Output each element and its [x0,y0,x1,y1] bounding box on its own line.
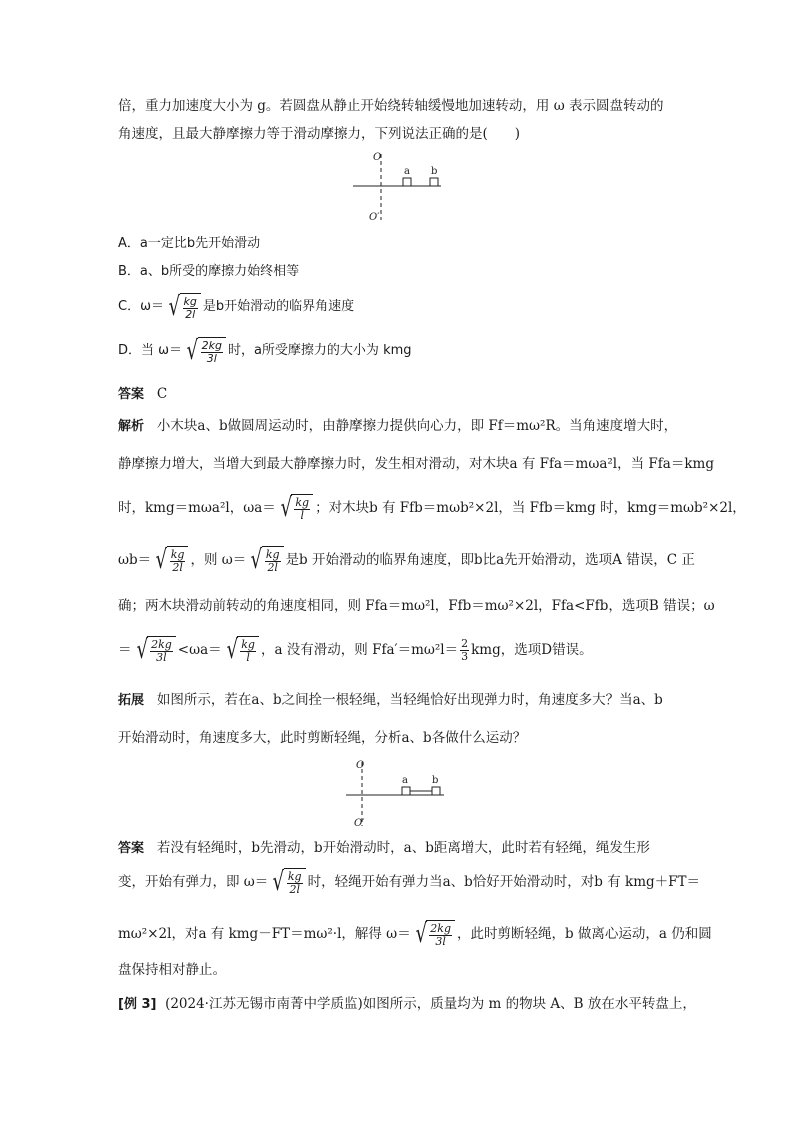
option-c [118,292,678,322]
analysis-sqrt-2: √ $\frac{kg}{2l}$ [153,546,188,574]
figure-2-label-b: b [432,775,439,786]
analysis-line-2: 静摩擦力增大，当增大到最大静摩擦力时，发生相对滑动，对木块a 有 Ffa＝mωa²l，当 Ffa＝kmg [118,456,714,472]
answer-line [118,384,678,405]
option-c-suffix: 是b开始滑动的临界角速度 [202,299,355,314]
extension-text-1: 如图所示，若在a、b之间拴一根轻绳，当轻绳恰好出现弹力时，角速度多大？当a、b [156,692,663,708]
answer-label: 答案 [118,387,145,402]
analysis-text-6b: <ωa＝ [177,642,222,658]
frac-den: 2l [185,307,196,321]
figure-1-label-o-prime: O′ [369,212,380,223]
analysis-text-6c: ，a 没有滑动，则 Ffa′＝mω²l＝ [260,642,459,658]
analysis-text-1: 小木块a、b做圆周运动时，由静摩擦力提供向心力，即 Ff＝mω²R。当角速度增大时， [156,418,678,434]
frac-num: kg [241,637,255,651]
analysis-sqrt-3: √ $\frac{kg}{2l}$ [248,546,283,574]
answer2-sqrt-2: √ $\frac{2kg}{3l}$ [413,920,455,948]
option-c-sqrt: √ $\frac{kg}{2l}$ [166,293,201,321]
frac-num: 2kg [151,637,172,651]
example-3-text: (2024·江苏无锡市南菁中学质监)如图所示，质量均为 m 的物块 A、B 放在水平转盘上， [165,996,696,1012]
option-d-sqrt: √ $\frac{2kg}{3l}$ [184,337,226,365]
analysis-line-3 [118,488,746,528]
frac-den: l [300,508,304,522]
figure-2-label-o-prime: O′ [354,818,365,829]
analysis-text-3b: ；对木块b 有 Ffb＝mωb²×2l，当 Ffb＝kmg 时，kmg＝mωb²×2l， [315,500,746,516]
answer2-text-3b: ，此时剪断轻绳，b 做离心运动，a 仍和圆 [457,926,712,942]
answer2-label: 答案 [118,841,145,856]
answer2-text-2a: 变，开始有弹力，即 ω＝ [118,874,269,890]
option-d [118,336,678,366]
analysis-text-4b: ，则 ω＝ [190,552,247,568]
question-intro-line-1: 倍，重力加速度大小为 g。若圆盘从静止开始绕转轴缓慢地加速转动，用 ω 表示圆盘转动的 [118,98,664,114]
frac-den: 3 [461,649,469,663]
frac-den: l [246,650,250,664]
figure-2-label-a: a [402,775,408,786]
frac-num: kg [265,547,280,561]
analysis-text-4c: 是b 开始滑动的临界角速度，即b比a先开始滑动，选项A 错误，C 正 [285,552,695,568]
frac-den: 3l [156,650,167,664]
frac-den: 3l [435,934,446,948]
frac-den: 3l [206,351,217,365]
figure-1-label-b: b [431,166,438,177]
answer-value: C [156,386,168,402]
option-b: B．a、b所受的摩擦力始终相等 [118,264,300,279]
frac-num: kg [183,294,197,308]
figure-1-label-a: a [404,166,410,177]
frac-num: kg [287,869,302,883]
answer2-sqrt-1: √ $\frac{kg}{2l}$ [270,868,305,896]
figure-2-turntable-with-rope [340,756,450,832]
analysis-line-1 [118,416,678,437]
analysis-text-6a: ＝ [118,642,132,658]
figure-1-turntable [345,148,455,228]
frac-den: 2l [172,560,183,574]
question-intro-line-2: 角速度，且最大静摩擦力等于滑动摩擦力，下列说法正确的是( ) [118,126,521,142]
frac-num: kg [170,547,185,561]
option-c-prefix: C．ω＝ [118,299,164,314]
answer2-line-3 [118,914,712,954]
example-3-line [118,994,696,1015]
figure-1-label-o: O [373,152,382,163]
extension-label: 拓展 [118,693,145,708]
frac-den: 2l [267,560,278,574]
answer2-text-2b: 时，轻绳开始有弹力当a、b恰好开始滑动时，对b 有 kmg＋FT＝ [307,874,701,890]
analysis-label: 解析 [118,419,145,434]
analysis-sqrt-4: √ $\frac{2kg}{3l}$ [134,636,176,664]
frac-num: 2kg [201,338,222,352]
option-d-prefix: D．当 ω＝ [118,343,183,358]
answer2-line-1 [118,838,678,859]
option-a: A．a一定比b先开始滑动 [118,236,261,251]
analysis-text-3a: 时，kmg＝mωa²l，ωa＝ [118,500,276,516]
analysis-line-6 [118,630,678,670]
figure-2-label-o: O [356,760,365,771]
analysis-line-5: 确；两木块滑动前转动的角速度相同，则 Ffa＝mω²l，Ffb＝mω²×2l，Ffa<Ffb，选项B 错误；ω [118,598,715,614]
analysis-sqrt-1: √ $\frac{kg}{l}$ [278,494,313,522]
frac-num: 2 [461,636,469,650]
extension-line-1 [118,690,678,711]
frac-den: 2l [289,882,301,896]
analysis-text-6d: kmg，选项D错误。 [471,642,593,658]
answer2-line-4: 盘保持相对静止。 [118,962,226,978]
answer2-text-3a: mω²×2l，对a 有 kmg－FT＝mω²·l，解得 ω＝ [118,926,411,942]
analysis-sqrt-5: √ $\frac{kg}{l}$ [224,636,259,664]
analysis-text-4a: ωb＝ [118,552,152,568]
analysis-frac-2-3 [460,638,469,663]
extension-line-2: 开始滑动时，角速度多大，此时剪断轻绳，分析a、b各做什么运动？ [118,730,527,746]
answer2-line-2 [118,862,701,902]
frac-num: kg [295,495,310,509]
frac-num: 2kg [430,921,451,935]
option-d-suffix: 时，a所受摩擦力的大小为 kmg [227,343,412,358]
answer2-text-1: 若没有轻绳时，b先滑动，b开始滑动时，a、b距离增大，此时若有轻绳，绳发生形 [156,840,650,856]
example-3-label: [例 3] [118,997,157,1012]
analysis-line-4 [118,540,695,580]
